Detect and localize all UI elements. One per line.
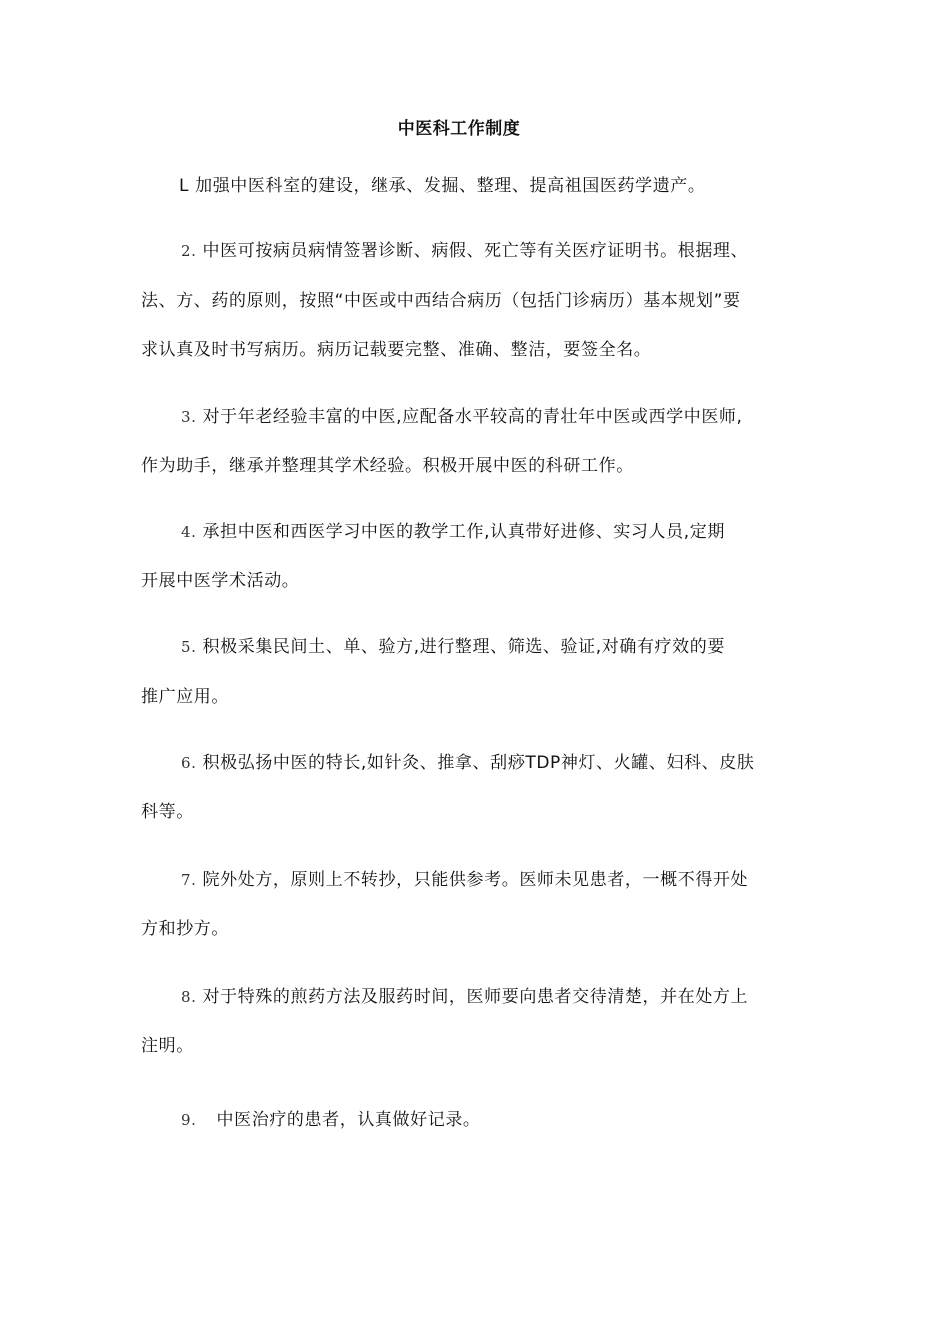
list-item-6-line-1 <box>181 751 754 775</box>
list-item-4-line-1 <box>181 520 725 544</box>
list-item-3-line-1 <box>181 405 743 429</box>
item-text: 积极采集民间土、单、验方,进行整理、筛选、验证,对确有疗效的要 <box>202 637 725 657</box>
item-text: 对于年老经验丰富的中医,应配备水平较高的青壮年中医或西学中医师, <box>202 407 743 427</box>
list-item-2-line-2: 法、方、药的原则，按照“中医或中西结合病历（包括门诊病历）基本规划”要 <box>141 291 741 311</box>
list-item-5-line-2: 推广应用。 <box>141 687 229 707</box>
item-text: 加强中医科室的建设，继承、发掘、整理、提高祖国医药学遗产。 <box>195 176 706 196</box>
list-item-1-line-1 <box>179 174 706 198</box>
item-number: 5. <box>181 638 197 656</box>
item-number: 6. <box>181 754 197 772</box>
list-item-7-line-2: 方和抄方。 <box>141 919 229 939</box>
item-number: 7. <box>181 871 197 889</box>
list-item-6-line-2: 科等。 <box>141 802 194 822</box>
item-number: 4. <box>181 523 197 541</box>
item-text: 中医可按病员病情签署诊断、病假、死亡等有关医疗证明书。根据理、 <box>202 241 749 261</box>
item-text: 对于特殊的煎药方法及服药时间，医师要向患者交待清楚，并在处方上 <box>202 987 749 1007</box>
item-number: 9. <box>181 1111 197 1129</box>
item-text: 积极弘扬中医的特长,如针灸、推拿、刮痧TDP神灯、火罐、妇科、皮肤 <box>202 753 755 773</box>
page-title: 中医科工作制度 <box>397 119 521 139</box>
item-number: 8. <box>181 988 197 1006</box>
list-item-8-line-2: 注明。 <box>141 1036 194 1056</box>
list-item-5-line-1 <box>181 635 725 659</box>
list-item-2-line-3: 求认真及时书写病历。病历记载要完整、准确、整洁，要签全名。 <box>141 340 652 360</box>
list-item-7-line-1 <box>181 868 748 892</box>
list-item-4-line-2: 开展中医学术活动。 <box>141 571 300 591</box>
item-number: 2. <box>181 242 197 260</box>
list-item-8-line-1 <box>181 985 748 1009</box>
item-text: 承担中医和西医学习中医的教学工作,认真带好进修、实习人员,定期 <box>202 522 725 542</box>
item-number: 3. <box>181 408 197 426</box>
list-item-3-line-2: 作为助手，继承并整理其学术经验。积极开展中医的科研工作。 <box>141 456 634 476</box>
item-text: 院外处方，原则上不转抄，只能供参考。医师未见患者，一概不得开处 <box>202 870 749 890</box>
item-text: 中医治疗的患者，认真做好记录。 <box>216 1110 481 1130</box>
item-number: L <box>179 176 190 196</box>
list-item-2-line-1 <box>181 239 748 263</box>
list-item-9-line-1 <box>181 1108 481 1132</box>
